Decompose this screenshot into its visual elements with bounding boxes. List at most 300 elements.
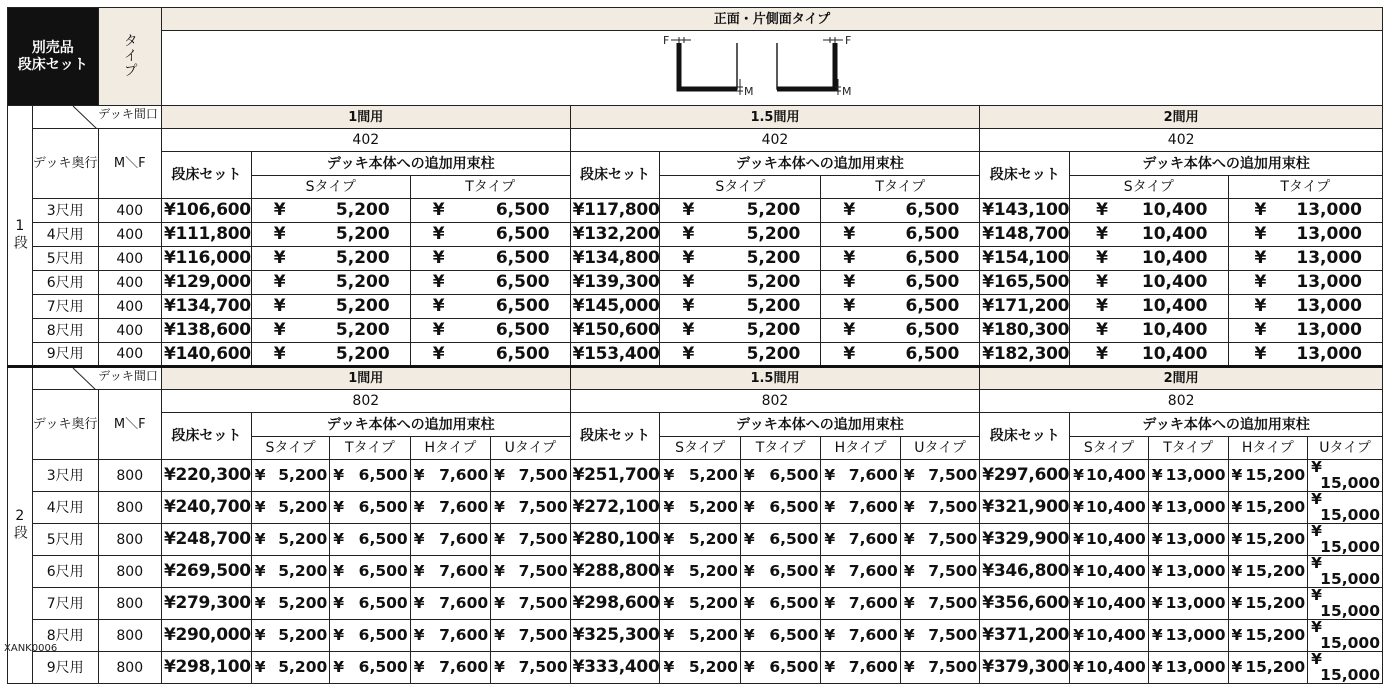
post-price bbox=[251, 271, 410, 295]
yen-sign: ¥ bbox=[333, 465, 345, 484]
f-value: 802 bbox=[980, 390, 1383, 413]
post-price-value: 15,200 bbox=[1245, 625, 1306, 644]
post-price bbox=[330, 556, 410, 588]
post-price-value: 6,500 bbox=[769, 561, 819, 580]
set-price: ¥280,100 bbox=[570, 524, 660, 556]
yen-sign: ¥ bbox=[824, 465, 836, 484]
post-price bbox=[1228, 652, 1308, 684]
post-price-value: 5,200 bbox=[278, 593, 328, 612]
yen-sign: ¥ bbox=[1311, 491, 1322, 508]
table-row bbox=[8, 271, 1383, 295]
yen-sign: ¥ bbox=[903, 465, 915, 484]
post-price-value: 6,500 bbox=[358, 561, 408, 580]
post-price bbox=[660, 319, 821, 343]
table-row bbox=[8, 319, 1383, 343]
s-type-header: Sタイプ bbox=[251, 176, 410, 199]
post-price bbox=[1148, 460, 1228, 492]
table-row bbox=[8, 620, 1383, 652]
yen-sign: ¥ bbox=[1151, 561, 1163, 580]
post-price-value: 10,400 bbox=[1086, 529, 1146, 548]
post-price-value: 7,600 bbox=[848, 529, 898, 548]
post-price bbox=[900, 556, 979, 588]
post-price bbox=[1070, 588, 1149, 620]
depth-label: 7尺用 bbox=[32, 588, 98, 620]
post-price-value: 15,200 bbox=[1245, 497, 1306, 516]
post-price bbox=[1308, 460, 1383, 492]
post-price-value: 13,000 bbox=[1165, 465, 1226, 484]
post-price bbox=[1228, 588, 1308, 620]
post-price bbox=[410, 524, 490, 556]
post-price-value: 5,200 bbox=[688, 561, 738, 580]
post-price bbox=[251, 319, 410, 343]
post-price-value: 7,500 bbox=[518, 561, 568, 580]
yen-sign: ¥ bbox=[682, 248, 695, 268]
post-price-value: 13,000 bbox=[1165, 625, 1226, 644]
post-price-value: 10,400 bbox=[1141, 200, 1208, 220]
post-price-value: 15,000 bbox=[1320, 537, 1380, 556]
post-price bbox=[251, 223, 410, 247]
set-price: ¥117,800 bbox=[570, 199, 660, 223]
post-price-value: 10,400 bbox=[1141, 272, 1208, 292]
post-price bbox=[821, 460, 900, 492]
post-price-value: 7,600 bbox=[439, 625, 489, 644]
set-price: ¥139,300 bbox=[570, 271, 660, 295]
post-price bbox=[1070, 223, 1228, 247]
post-price-value: 7,500 bbox=[928, 465, 978, 484]
post-price-value: 6,500 bbox=[769, 529, 819, 548]
add-post-header: デッキ本体への追加用束柱 bbox=[251, 413, 570, 437]
set-price: ¥379,300 bbox=[980, 652, 1070, 684]
post-price bbox=[821, 319, 980, 343]
tier-label-cell bbox=[8, 106, 33, 367]
yen-sign: ¥ bbox=[1311, 459, 1322, 476]
yen-sign: ¥ bbox=[1231, 465, 1243, 484]
post-price-value: 15,200 bbox=[1245, 657, 1306, 676]
post-price bbox=[1070, 524, 1149, 556]
yen-sign: ¥ bbox=[1231, 593, 1243, 612]
yen-sign: ¥ bbox=[903, 625, 915, 644]
post-price bbox=[1070, 247, 1228, 271]
post-price-value: 7,600 bbox=[848, 497, 898, 516]
yen-sign: ¥ bbox=[743, 561, 755, 580]
yen-sign: ¥ bbox=[663, 593, 675, 612]
post-price bbox=[251, 556, 329, 588]
yen-sign: ¥ bbox=[254, 465, 266, 484]
m-value: 400 bbox=[98, 223, 161, 247]
post-price-value: 5,200 bbox=[335, 343, 390, 364]
yen-sign: ¥ bbox=[824, 625, 836, 644]
post-price bbox=[900, 652, 979, 684]
post-price bbox=[491, 492, 570, 524]
yen-sign: ¥ bbox=[1096, 200, 1108, 220]
yen-sign: ¥ bbox=[843, 224, 856, 244]
post-price bbox=[660, 588, 740, 620]
post-price bbox=[1070, 620, 1149, 652]
yen-sign: ¥ bbox=[903, 497, 915, 516]
post-price-value: 7,500 bbox=[928, 625, 978, 644]
post-price-value: 6,500 bbox=[495, 272, 550, 292]
price-table bbox=[7, 7, 1383, 684]
yen-sign: ¥ bbox=[824, 593, 836, 612]
type-diagram bbox=[657, 33, 887, 103]
post-price-value: 5,200 bbox=[688, 593, 738, 612]
f-value: 402 bbox=[570, 129, 980, 152]
yen-sign: ¥ bbox=[1096, 248, 1108, 268]
post-price bbox=[1308, 620, 1383, 652]
add-post-header: デッキ本体への追加用束柱 bbox=[660, 152, 980, 176]
price-table-container bbox=[7, 7, 1383, 684]
post-price bbox=[1070, 295, 1228, 319]
m-value: 400 bbox=[98, 343, 161, 367]
post-price bbox=[1308, 492, 1383, 524]
post-price bbox=[491, 460, 570, 492]
post-price bbox=[1148, 620, 1228, 652]
yen-sign: ¥ bbox=[824, 561, 836, 580]
tier-label-cell bbox=[8, 367, 33, 684]
post-price bbox=[1070, 271, 1228, 295]
post-price-value: 7,600 bbox=[439, 657, 489, 676]
yen-sign: ¥ bbox=[494, 593, 505, 612]
yen-sign: ¥ bbox=[254, 657, 266, 676]
yen-sign: ¥ bbox=[432, 320, 445, 340]
post-price-value: 7,600 bbox=[439, 529, 489, 548]
post-price-value: 5,200 bbox=[746, 296, 801, 316]
post-price bbox=[330, 460, 410, 492]
yen-sign: ¥ bbox=[1311, 555, 1322, 572]
yen-sign: ¥ bbox=[273, 272, 286, 292]
post-price-value: 7,500 bbox=[518, 529, 568, 548]
s-type-header: Sタイプ bbox=[660, 176, 821, 199]
post-price bbox=[1228, 492, 1308, 524]
post-price bbox=[821, 223, 980, 247]
yen-sign: ¥ bbox=[333, 529, 345, 548]
post-price-value: 5,200 bbox=[746, 200, 801, 220]
post-price-value: 6,500 bbox=[358, 657, 408, 676]
post-price-value: 10,400 bbox=[1086, 561, 1146, 580]
post-price-value: 5,200 bbox=[335, 296, 390, 316]
diagram-left-deck bbox=[671, 37, 743, 95]
yen-sign: ¥ bbox=[843, 343, 856, 364]
post-price bbox=[251, 492, 329, 524]
u-type-header: Uタイプ bbox=[900, 437, 979, 460]
set-price: ¥269,500 bbox=[161, 556, 251, 588]
post-price-value: 5,200 bbox=[335, 224, 390, 244]
post-price-value: 6,500 bbox=[769, 497, 819, 516]
yen-sign: ¥ bbox=[494, 657, 505, 676]
m-value: 400 bbox=[98, 271, 161, 295]
deck-width-label: デッキ間口 bbox=[98, 107, 158, 121]
deck-depth-header: デッキ奥行 bbox=[32, 129, 98, 199]
yen-sign: ¥ bbox=[1311, 651, 1322, 668]
s-type-header: Sタイプ bbox=[251, 437, 329, 460]
set-price: ¥279,300 bbox=[161, 588, 251, 620]
post-price bbox=[410, 343, 570, 367]
yen-sign: ¥ bbox=[1096, 272, 1108, 292]
yen-sign: ¥ bbox=[1151, 465, 1163, 484]
post-price-value: 6,500 bbox=[358, 593, 408, 612]
set-price: ¥132,200 bbox=[570, 223, 660, 247]
set-price: ¥182,300 bbox=[980, 343, 1070, 367]
t-type-header: Tタイプ bbox=[410, 176, 570, 199]
yen-sign: ¥ bbox=[1254, 296, 1267, 316]
post-price-value: 7,600 bbox=[439, 593, 489, 612]
yen-sign: ¥ bbox=[1151, 657, 1163, 676]
yen-sign: ¥ bbox=[413, 593, 425, 612]
span-header: 2間用 bbox=[980, 106, 1383, 129]
table-row bbox=[8, 556, 1383, 588]
yen-sign: ¥ bbox=[254, 625, 266, 644]
post-price bbox=[740, 556, 820, 588]
post-price-value: 7,500 bbox=[518, 465, 568, 484]
yen-sign: ¥ bbox=[494, 529, 505, 548]
post-price bbox=[410, 271, 570, 295]
post-price-value: 13,000 bbox=[1296, 224, 1362, 244]
post-price bbox=[410, 223, 570, 247]
m-value: 400 bbox=[98, 199, 161, 223]
yen-sign: ¥ bbox=[903, 593, 915, 612]
yen-sign: ¥ bbox=[1254, 272, 1267, 292]
table-row bbox=[8, 343, 1383, 367]
m-value: 800 bbox=[98, 588, 161, 620]
yen-sign: ¥ bbox=[432, 248, 445, 268]
post-price-value: 5,200 bbox=[335, 200, 390, 220]
set-price: ¥134,800 bbox=[570, 247, 660, 271]
post-price bbox=[251, 247, 410, 271]
yen-sign: ¥ bbox=[1096, 343, 1108, 364]
post-price bbox=[1228, 319, 1383, 343]
type-name: 正面・片側面タイプ bbox=[161, 8, 1382, 31]
post-price bbox=[660, 295, 821, 319]
post-price-value: 7,600 bbox=[439, 561, 489, 580]
h-type-header: Hタイプ bbox=[821, 437, 900, 460]
post-price-value: 7,600 bbox=[848, 465, 898, 484]
post-price bbox=[410, 652, 490, 684]
post-price-value: 6,500 bbox=[905, 343, 960, 364]
set-price: ¥111,800 bbox=[161, 223, 251, 247]
set-price: ¥298,100 bbox=[161, 652, 251, 684]
t-type-header: Tタイプ bbox=[330, 437, 410, 460]
set-price: ¥171,200 bbox=[980, 295, 1070, 319]
add-post-header: デッキ本体への追加用束柱 bbox=[660, 413, 980, 437]
m-value: 800 bbox=[98, 460, 161, 492]
s-type-header: Sタイプ bbox=[660, 437, 740, 460]
yen-sign: ¥ bbox=[663, 657, 675, 676]
span-header: 1.5間用 bbox=[570, 106, 980, 129]
yen-sign: ¥ bbox=[1096, 296, 1108, 316]
yen-sign: ¥ bbox=[743, 593, 755, 612]
set-price: ¥356,600 bbox=[980, 588, 1070, 620]
post-price bbox=[330, 524, 410, 556]
set-price: ¥248,700 bbox=[161, 524, 251, 556]
table-row bbox=[8, 524, 1383, 556]
set-price: ¥346,800 bbox=[980, 556, 1070, 588]
type-label: タイプ bbox=[121, 32, 138, 78]
post-price-value: 6,500 bbox=[769, 657, 819, 676]
post-price-value: 7,500 bbox=[928, 657, 978, 676]
set-price: ¥333,400 bbox=[570, 652, 660, 684]
depth-label: 3尺用 bbox=[32, 199, 98, 223]
set-price: ¥153,400 bbox=[570, 343, 660, 367]
m-value: 800 bbox=[98, 492, 161, 524]
yen-sign: ¥ bbox=[682, 224, 695, 244]
post-price-value: 7,600 bbox=[848, 625, 898, 644]
post-price-value: 5,200 bbox=[335, 248, 390, 268]
table-row bbox=[8, 588, 1383, 620]
add-post-header: デッキ本体への追加用束柱 bbox=[1070, 413, 1383, 437]
yen-sign: ¥ bbox=[254, 529, 266, 548]
post-price bbox=[251, 199, 410, 223]
yen-sign: ¥ bbox=[903, 529, 915, 548]
depth-label: 4尺用 bbox=[32, 223, 98, 247]
yen-sign: ¥ bbox=[1073, 529, 1084, 548]
table-row bbox=[8, 460, 1383, 492]
tier-label: 2段 bbox=[11, 508, 28, 540]
post-price-value: 15,200 bbox=[1245, 465, 1306, 484]
post-price bbox=[1148, 556, 1228, 588]
post-price bbox=[660, 247, 821, 271]
m-value: 800 bbox=[98, 556, 161, 588]
post-price-value: 7,500 bbox=[928, 529, 978, 548]
m-value: 800 bbox=[98, 620, 161, 652]
yen-sign: ¥ bbox=[432, 343, 445, 364]
table-row bbox=[8, 652, 1383, 684]
post-price bbox=[1228, 460, 1308, 492]
set-price: ¥165,500 bbox=[980, 271, 1070, 295]
post-price bbox=[251, 460, 329, 492]
diagram-m-label-left: M bbox=[743, 85, 754, 98]
yen-sign: ¥ bbox=[682, 296, 695, 316]
yen-sign: ¥ bbox=[682, 272, 695, 292]
product-title-line2: 段床セット bbox=[17, 56, 88, 73]
yen-sign: ¥ bbox=[843, 296, 856, 316]
yen-sign: ¥ bbox=[1311, 587, 1322, 604]
post-price-value: 10,400 bbox=[1086, 625, 1146, 644]
yen-sign: ¥ bbox=[273, 296, 286, 316]
yen-sign: ¥ bbox=[494, 561, 505, 580]
post-price bbox=[491, 620, 570, 652]
s-type-header: Sタイプ bbox=[1070, 176, 1228, 199]
post-price-value: 13,000 bbox=[1296, 296, 1362, 316]
m-value: 400 bbox=[98, 295, 161, 319]
post-price bbox=[660, 492, 740, 524]
yen-sign: ¥ bbox=[843, 320, 856, 340]
post-price-value: 13,000 bbox=[1296, 200, 1362, 220]
t-type-header: Tタイプ bbox=[1148, 437, 1228, 460]
t-type-header: Tタイプ bbox=[821, 176, 980, 199]
set-header: 段床セット bbox=[980, 152, 1070, 199]
post-price bbox=[1308, 652, 1383, 684]
f-value: 802 bbox=[161, 390, 570, 413]
yen-sign: ¥ bbox=[682, 343, 695, 364]
post-price-value: 5,200 bbox=[688, 625, 738, 644]
set-price: ¥129,000 bbox=[161, 271, 251, 295]
post-price bbox=[1070, 556, 1149, 588]
mf-header: M＼F bbox=[98, 129, 161, 199]
set-price: ¥143,100 bbox=[980, 199, 1070, 223]
depth-label: 9尺用 bbox=[32, 343, 98, 367]
post-price bbox=[410, 319, 570, 343]
yen-sign: ¥ bbox=[663, 561, 675, 580]
post-price-value: 7,600 bbox=[439, 465, 489, 484]
post-price-value: 13,000 bbox=[1296, 343, 1362, 364]
diagram-f-label-left: F bbox=[662, 34, 670, 47]
post-price bbox=[660, 524, 740, 556]
add-post-header: デッキ本体への追加用束柱 bbox=[251, 152, 570, 176]
post-price-value: 15,200 bbox=[1245, 593, 1306, 612]
set-price: ¥138,600 bbox=[161, 319, 251, 343]
set-price: ¥298,600 bbox=[570, 588, 660, 620]
post-price bbox=[1228, 620, 1308, 652]
post-price bbox=[900, 588, 979, 620]
post-price-value: 6,500 bbox=[358, 497, 408, 516]
deck-width-corner bbox=[32, 106, 161, 129]
yen-sign: ¥ bbox=[1311, 523, 1322, 540]
span-header: 1.5間用 bbox=[570, 367, 980, 390]
post-price bbox=[740, 524, 820, 556]
post-price bbox=[821, 556, 900, 588]
yen-sign: ¥ bbox=[843, 272, 856, 292]
post-price-value: 13,000 bbox=[1165, 593, 1226, 612]
post-price-value: 10,400 bbox=[1086, 593, 1146, 612]
post-price bbox=[900, 620, 979, 652]
post-price-value: 10,400 bbox=[1086, 465, 1146, 484]
post-price-value: 13,000 bbox=[1165, 497, 1226, 516]
post-price bbox=[410, 492, 490, 524]
post-price-value: 6,500 bbox=[905, 224, 960, 244]
yen-sign: ¥ bbox=[1231, 529, 1243, 548]
post-price-value: 10,400 bbox=[1141, 320, 1208, 340]
post-price bbox=[821, 271, 980, 295]
post-price-value: 15,200 bbox=[1245, 561, 1306, 580]
post-price bbox=[821, 343, 980, 367]
t-type-header: Tタイプ bbox=[740, 437, 820, 460]
post-price bbox=[821, 620, 900, 652]
yen-sign: ¥ bbox=[743, 625, 755, 644]
yen-sign: ¥ bbox=[432, 296, 445, 316]
post-price-value: 10,400 bbox=[1141, 343, 1208, 364]
post-price-value: 6,500 bbox=[358, 465, 408, 484]
post-price bbox=[1308, 588, 1383, 620]
table-row bbox=[8, 247, 1383, 271]
yen-sign: ¥ bbox=[663, 529, 675, 548]
post-price-value: 7,600 bbox=[848, 593, 898, 612]
yen-sign: ¥ bbox=[432, 224, 445, 244]
yen-sign: ¥ bbox=[1231, 657, 1243, 676]
post-price-value: 6,500 bbox=[905, 200, 960, 220]
post-price bbox=[1228, 271, 1383, 295]
depth-label: 4尺用 bbox=[32, 492, 98, 524]
post-price-value: 6,500 bbox=[769, 593, 819, 612]
yen-sign: ¥ bbox=[843, 248, 856, 268]
yen-sign: ¥ bbox=[903, 657, 915, 676]
post-price bbox=[1228, 295, 1383, 319]
yen-sign: ¥ bbox=[1151, 497, 1163, 516]
post-price-value: 6,500 bbox=[495, 296, 550, 316]
depth-label: 9尺用 bbox=[32, 652, 98, 684]
yen-sign: ¥ bbox=[273, 224, 286, 244]
yen-sign: ¥ bbox=[273, 248, 286, 268]
post-price bbox=[660, 556, 740, 588]
post-price-value: 7,500 bbox=[518, 497, 568, 516]
set-price: ¥290,000 bbox=[161, 620, 251, 652]
yen-sign: ¥ bbox=[903, 561, 915, 580]
yen-sign: ¥ bbox=[1311, 619, 1322, 636]
yen-sign: ¥ bbox=[743, 497, 755, 516]
f-value: 802 bbox=[570, 390, 980, 413]
post-price bbox=[410, 295, 570, 319]
post-price bbox=[410, 620, 490, 652]
post-price-value: 15,000 bbox=[1320, 505, 1380, 524]
